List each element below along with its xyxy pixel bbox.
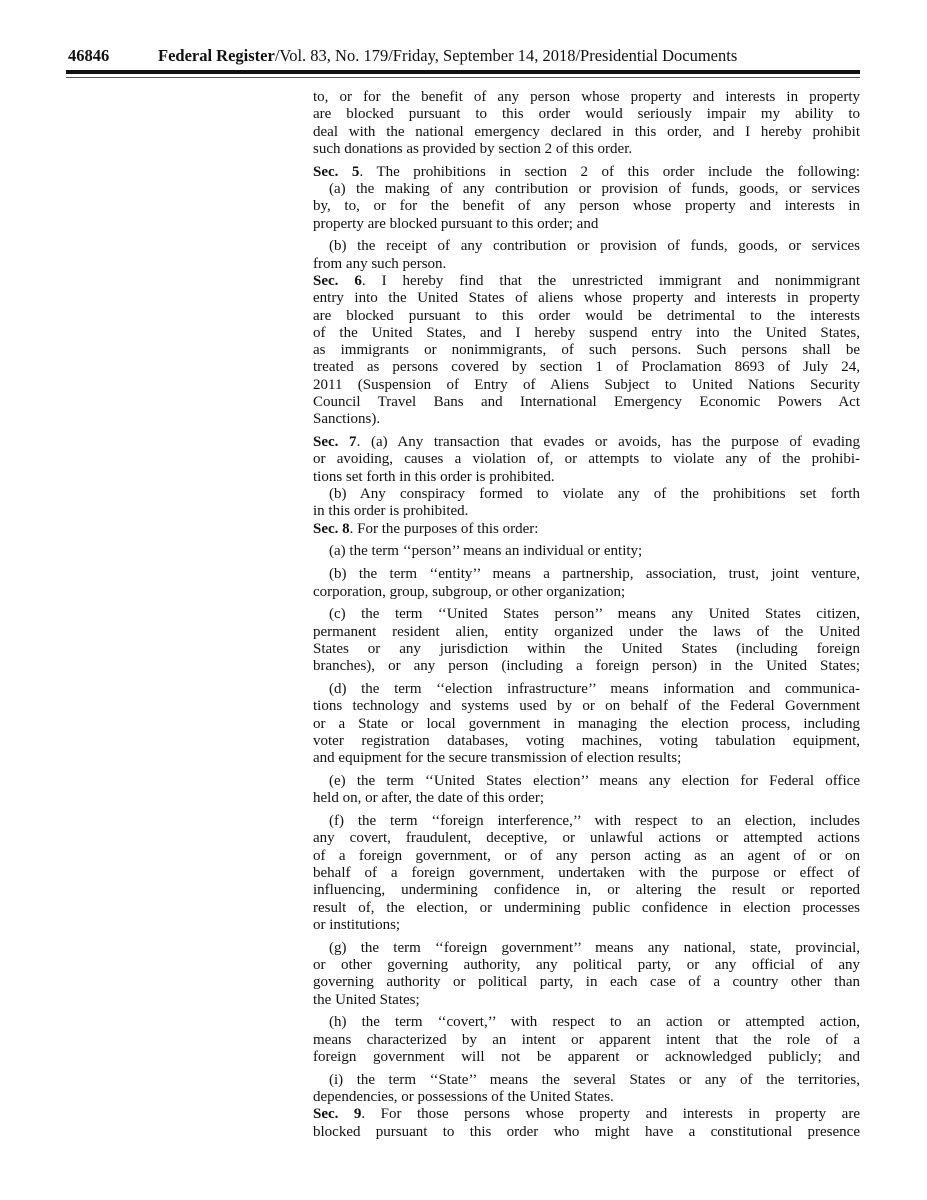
line-text: voter registration databases, voting machines, voting tabulation equipment, [313,732,860,749]
line-text: the United States; [313,991,420,1008]
line-text: behalf of a foreign government, undertaken with the purpose or effect of [313,864,860,881]
line-text: treated as persons covered by section 1 of Proclamation 8693 of July 24, [313,359,860,376]
text-line [313,521,860,538]
text-line [313,238,860,255]
paragraph [313,1014,860,1066]
line-text: (g) the term ‘‘foreign government’’ means any national, state, provincial, [329,939,860,956]
text-line [313,273,860,290]
line-text: (a) the term ‘‘person’’ means an individual or entity; [329,543,643,560]
text-line [313,308,860,325]
line-text: are blocked pursuant to this order would be detrimental to the interests [313,307,860,324]
text-line [313,434,860,451]
line-text: blocked pursuant to this order who might have a constitutional presence [313,1123,860,1140]
line-text: result of, the election, or undermining public confidence in election processes [313,899,860,916]
text-line [313,451,860,468]
text-line [313,164,860,181]
text-line [313,733,860,750]
line-text: or other governing authority, any political party, or any official of any [313,956,860,973]
text-line [313,750,860,767]
text-line [313,1049,860,1066]
section-paragraph [313,521,860,538]
text-line [313,486,860,503]
text-line [313,882,860,899]
line-text: (i) the term ‘‘State’’ means the several States or any of the territories, [329,1071,860,1088]
line-text: corporation, group, subgroup, or other organization; [313,583,626,600]
text-line [313,641,860,658]
line-text: (e) the term ‘‘United States election’’ means any election for Federal office [329,772,860,789]
line-text: deal with the national emergency declared in this order, and I hereby prohibit [313,123,860,140]
running-header [68,46,737,66]
paragraph [313,940,860,1009]
paragraph [313,606,860,675]
paragraph [313,813,860,934]
line-text: means characterized by an intent or apparent intent that the role of a [313,1031,860,1048]
section-paragraph [313,273,860,429]
line-text: permanent resident alien, entity organized under the laws of the United [313,623,860,640]
line-text: such donations as provided by section 2 of this order. [313,140,633,157]
text-line [313,1032,860,1049]
text-line [313,411,860,428]
text-line [313,1106,860,1123]
line-text: influencing, undermining confidence in, or altering the result or reported [313,882,860,899]
line-text: (d) the term ‘‘election infrastructure’’ means information and communica- [329,681,860,697]
header-rule-thick [66,70,860,74]
paragraph [313,89,860,158]
line-text: governing authority or political party, in each case of a country other than [313,974,860,991]
paragraph [313,773,860,808]
line-text: . (a) Any transaction that evades or avoids, has the purpose of evading [356,434,860,451]
line-text: . For those persons whose property and interests in property are [361,1106,860,1123]
line-text: (b) the term ‘‘entity’’ means a partnership, association, trust, joint venture, [329,566,860,583]
text-line [313,865,860,882]
line-text: any covert, fraudulent, deceptive, or unlawful actions or attempted actions [313,830,860,847]
line-text: 2011 (Suspension of Entry of Aliens Subject to United Nations Security [313,376,860,393]
issue-citation: /Vol. 83, No. 179/Friday, September 14, 2018/Presidential Documents [274,46,738,65]
text-line [313,342,860,359]
line-text: or institutions; [313,916,401,933]
section-paragraph [313,164,860,181]
text-line [313,1072,860,1089]
line-text: . I hereby find that the unrestricted immigrant and nonimmigrant [361,272,860,289]
text-line [313,124,860,141]
section-heading: Sec. 6 [313,272,362,289]
section-heading: Sec. 9 [313,1106,362,1123]
text-line [313,1124,860,1141]
line-text: of the United States, and I hereby suspend entry into the United States, [313,324,860,341]
text-line [313,658,860,675]
text-line [313,106,860,123]
text-line [313,940,860,957]
line-text: (b) the receipt of any contribution or provision of funds, goods, or services [329,238,860,255]
paragraph [313,543,860,560]
section-heading: Sec. 8 [313,520,350,537]
line-text: States or any jurisdiction within the United States (including foreign [313,640,860,657]
line-text: are blocked pursuant to this order would seriously impair my ability to [313,106,860,123]
section-paragraph [313,434,860,486]
text-line [313,141,860,158]
text-line [313,848,860,865]
line-text: or avoiding, causes a violation of, or attempts to violate any of the prohibi- [313,451,860,468]
text-line [313,681,860,698]
line-text: (f) the term ‘‘foreign interference,’’ with respect to an election, includes [329,813,860,830]
text-line [313,830,860,847]
line-text: property are blocked pursuant to this order; and [313,215,599,232]
text-line [313,624,860,641]
line-text: held on, or after, the date of this order; [313,790,544,807]
line-text: from any such person. [313,255,447,272]
line-text: or a State or local government in managing the election process, including [313,715,860,732]
line-text: by, to, or for the benefit of any person whose property and interests in [313,198,860,215]
text-line [313,606,860,623]
section-paragraph [313,1106,860,1141]
paragraph [313,1072,860,1107]
text-line [313,359,860,376]
line-text: and equipment for the secure transmission of election results; [313,750,682,767]
line-text: of a foreign government, or of any person acting as an agent of or on [313,847,860,864]
paragraph [313,681,860,767]
section-heading: Sec. 5 [313,163,360,180]
text-line [313,698,860,715]
text-line [313,543,860,560]
text-line [313,813,860,830]
text-line [313,290,860,307]
line-text: Council Travel Bans and International Emergency Economic Powers Act [313,394,860,411]
line-text: (b) Any conspiracy formed to violate any of the prohibitions set forth [329,486,860,503]
text-line [313,256,860,273]
line-text: Sanctions). [313,411,381,428]
text-line [313,584,860,601]
line-text: tions technology and systems used by or on behalf of the Federal Government [313,698,860,715]
line-text: branches), or any person (including a foreign person) in the United States; [313,658,860,675]
line-text: (h) the term ‘‘covert,’’ with respect to an action or attempted action, [329,1014,860,1031]
line-text: in this order is prohibited. [313,503,469,520]
paragraph [313,566,860,601]
document-body [313,89,860,1141]
text-line [313,1089,860,1106]
line-text: foreign government will not be apparent or acknowledged publicly; and [313,1048,860,1065]
text-line [313,325,860,342]
line-text: (a) the making of any contribution or provision of funds, goods, or services [329,180,860,197]
line-text: . The prohibitions in section 2 of this order include the following: [359,163,860,180]
line-text: to, or for the benefit of any person whose property and interests in property [313,89,860,105]
text-line [313,181,860,198]
text-line [313,957,860,974]
text-line [313,566,860,583]
line-text: dependencies, or possessions of the United States. [313,1089,614,1106]
text-line [313,1014,860,1031]
paragraph [313,486,860,521]
text-line [313,198,860,215]
header-rule-thin [66,77,860,78]
paragraph [313,181,860,233]
line-text: tions set forth in this order is prohibited. [313,468,555,485]
text-line [313,992,860,1009]
text-line [313,716,860,733]
publication-name: Federal Register [158,46,275,65]
text-line [313,89,860,106]
text-line [313,394,860,411]
text-line [313,900,860,917]
text-line [313,377,860,394]
line-text: . For the purposes of this order: [349,520,539,537]
page-number: 46846 [68,46,110,65]
line-text: entry into the United States of aliens whose property and interests in property [313,290,860,307]
text-line [313,790,860,807]
section-heading: Sec. 7 [313,434,357,451]
line-text: as immigrants or nonimmigrants, of such persons. Such persons shall be [313,342,860,359]
text-line [313,216,860,233]
text-line [313,773,860,790]
paragraph [313,238,860,273]
text-line [313,469,860,486]
text-line [313,503,860,520]
text-line [313,917,860,934]
line-text: (c) the term ‘‘United States person’’ means any United States citizen, [329,606,860,623]
text-line [313,974,860,991]
